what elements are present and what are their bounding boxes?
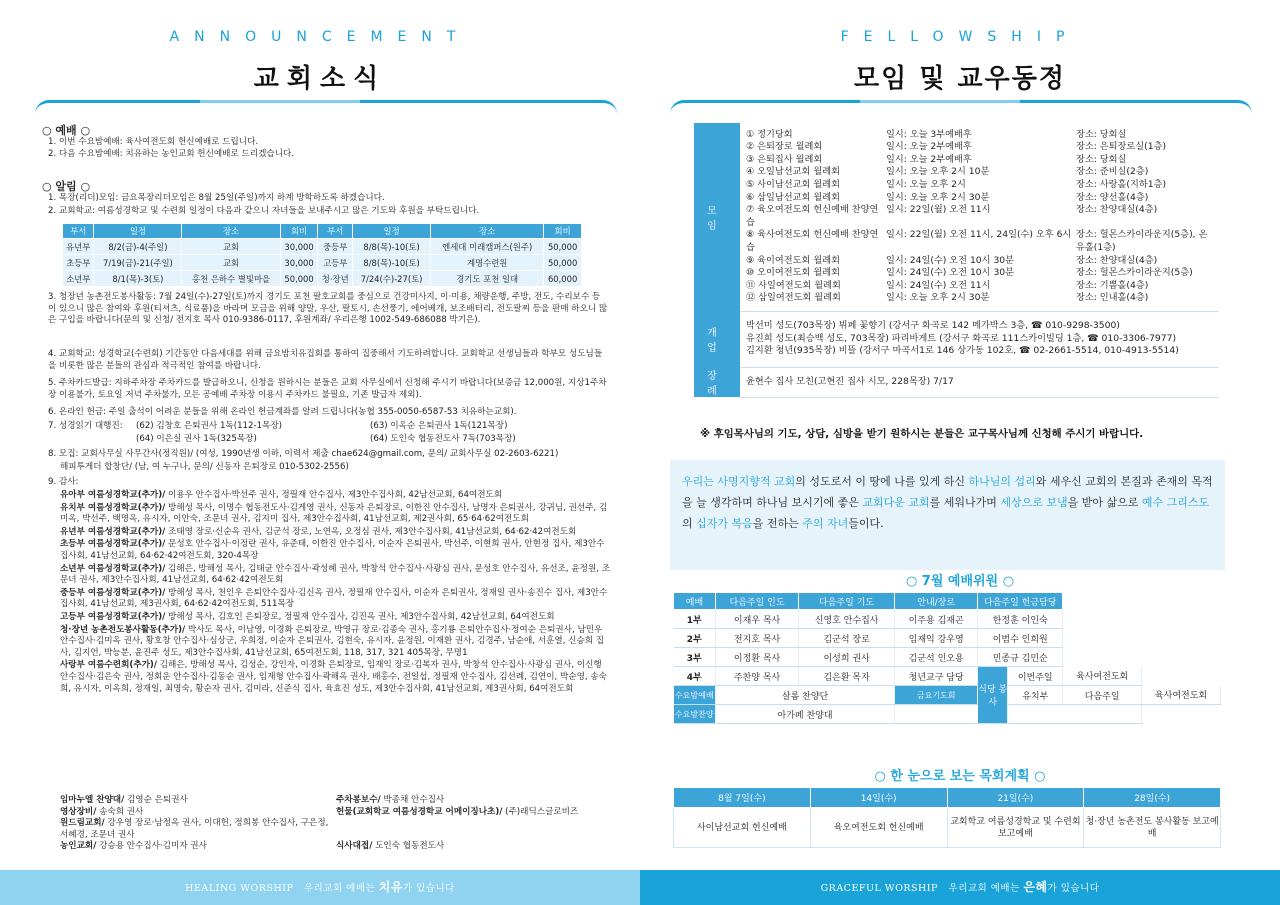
thanks-names: 김해은, 방해성 목사, 김태균 안수집사·곽성혜 권사, 박창석 안수집사·사광심 권사, 문성호 안수집사, 유선조, 윤정원, 조문녀 권사, 제3안수집사회, 41남선교회, 64·62·42여전도회 [60,563,611,586]
table-cell: 8/1(목)-3(토) [94,271,182,287]
wed-label: 수요밤예배 [674,686,716,705]
thanks-dept: 사랑부 여름수련회(추가)/ [60,660,158,671]
footer-motto: 우리교회 예배는 [303,883,379,894]
meeting-time: 일시: 오늘 오후 2시 30분 [886,292,990,304]
table-cell: 김군석 장로 [799,629,895,648]
table-cell: 전지호 목사 [716,629,799,648]
meeting-name: ⑫ 삼일여전도회 월례회 [746,292,841,304]
thanks-pair [60,818,336,841]
meeting-place: 장소: 찬양대실(4층) [1076,254,1158,266]
table-cell: 임재익 강우영 [895,629,978,648]
meetings-list [740,123,1218,311]
notice-4: 4. 교회학교: 성경학교(수련회) 기간동안 다음세대를 위해 금요밤치유집회를 통하여 집중해서 기도하려합니다. 교회학교 선생님들과 학부모 성도님들을 비롯한 많은 분들의 관심과 적극적인 참여를 바랍니다. [48,349,603,371]
notice-heading: ○ 알림 ○ [42,180,91,193]
thanks-names: 강우영 장로·남정옥 권사, 이대헌, 정희봉 안수집사, 구은정, 서혜경, 조문녀 권사 [60,818,329,840]
notice-3: 3. 청장년 농촌전도봉사활동: 7월 24일(수)-27일(토)까지 경기도 포천 팔호교회를 중심으로 건강미사지, 이·미용, 채량운행, 주방, 전도, 수리보수 등이 있으니 많은 참여와 후원(티셔츠, 식료품)을 바라며 모금을 위해 양말, 우산, 팔토시, 손선풍기, 에어베개, 보조배터리, 전도팔찌 등을 판매 하오니 많은 구입을 바랍니다(문의 및 신청/ 전지호 목사 010-9386-0117, 후원계좌/ 우리은행 1002-549-686088 박기은). [48,292,608,326]
table-row [674,705,1221,724]
thanks-pair [60,795,336,807]
table-cell: 민종규 김민순 [978,648,1063,667]
thanks-item [60,490,612,502]
motto-highlight: 주의 자녀 [802,517,849,530]
church-motto [670,460,1225,570]
announcement-eyebrow: ANNOUNCEMENT [169,29,471,45]
motto-highlight: 세상으로 보냄 [1000,496,1068,509]
thanks-item [60,612,612,624]
thanks-dept: 유치부 여름성경학교(추가)/ [60,502,166,513]
table-cell: 고등부 [318,255,353,271]
bible-reading-item: (63) 이옥순 은퇴권사 1독(121목장) [370,421,508,431]
table-cell: 다음주일 [1063,686,1142,705]
thanks-dept: 초등부 여름성경학교(추가)/ [60,539,166,550]
table-cell: 3부 [674,648,716,667]
table-cell: 엔세대 미래캠퍼스(원주) [431,239,544,255]
plan-event: 청·장년 농촌전도 봉사활동 보고예배 [1084,808,1221,848]
table-cell: 60,000 [544,271,582,287]
table-cell: 이번주일 [1008,667,1063,686]
table-cell [895,705,1142,724]
table-cell: 육사여전도회 [1063,667,1142,686]
table-header: 회비 [544,224,582,239]
motto-highlight: 하나님의 섭리 [968,475,1036,488]
retreat-schedule-table [62,223,582,287]
thanks-dept: 영상장비/ [60,806,97,817]
table-cell: 8/2(금)-4(주일) [94,239,182,255]
table-cell: 초등부 [63,255,94,271]
thanks-dept: 원드림교회/ [60,818,105,829]
motto-text: 을 전하는 [752,517,803,530]
meeting-time: 일시: 오늘 2부예배후 [886,153,972,165]
table-cell: 8/8(목)-10(토) [353,239,431,255]
table-header: 일정 [353,224,431,239]
table-cell: 50,000 [544,255,582,271]
thanks-dept: 농인교회/ [60,841,97,852]
funeral-label: 장 례 [694,367,740,397]
thanks-dept: 헌물(교회학교 여름성경학교 어메이징나초)/ [336,806,503,817]
table-row [63,255,582,271]
table-cell: 30,000 [280,239,318,255]
table-row [674,667,1221,686]
thanks-names: (주)래딕스글로비즈 [502,806,579,817]
table-cell: 교회 [182,239,280,255]
table-header-row [674,593,1221,610]
motto-highlight: 교회다운 교회 [862,496,930,509]
meeting-row [746,229,1212,254]
meeting-row [746,255,1212,268]
left-footer [0,870,640,905]
footer-motto: 우리교회 예배는 [948,883,1024,894]
footer-motto-end: 가 있습니다 [1047,883,1100,894]
ministry-plan-table [673,787,1221,848]
thanks-dept: 고등부 여름성경학교(추가)/ [60,611,166,622]
thanks-item [60,564,612,587]
table-header: 부서 [318,224,353,239]
offer-label: 식당 봉사 [978,667,1008,724]
right-footer [640,870,1280,905]
meeting-row [746,280,1212,293]
meeting-name: ④ 오일남선교회 월례회 [746,166,840,178]
thanks-pair [336,841,612,853]
wed-value: 살롬 찬양단 [716,686,895,705]
plan-date: 8월 7일(수) [674,788,811,808]
table-cell: 김군석 인오용 [895,648,978,667]
meeting-place: 장소: 은퇴장로실(1층) [1076,141,1167,153]
table-cell: 청·장년 [318,271,353,287]
table-cell: 이성희 권사 [799,648,895,667]
bible-reading-item: (62) 김창호 은퇴권사 1독(112-1목장) [136,421,282,431]
table-cell: 30,000 [280,255,318,271]
meeting-name: ② 은퇴장로 월례회 [746,141,823,153]
meeting-place: 장소: 양선홀(4층) [1076,191,1149,203]
table-cell: 50,000 [280,271,318,287]
meeting-place: 장소: 헐몬스카이라운지(5층), 온유홀(1층) [1076,229,1208,253]
thanks-names: 김영순 은퇴권사 [124,795,188,805]
opening-item: 유진희 성도(최승백 성도, 703목장) 파리바게트 (강서구 화곡로 111스카이빌딩 1층, ☎ 010-3306-7977) [746,332,1177,344]
footer-key: 치유 [378,880,403,894]
table-cell: 7/24(수)-27(토) [353,271,431,287]
bible-reading-item: (64) 도인숙 협동전도사 7독(703목장) [370,434,516,444]
thanks-pair [336,818,612,841]
table-header: 장소 [431,224,544,239]
footer-label: HEALING WORSHIP [185,883,294,894]
table-cell: 이주용 김재곤 [895,610,978,629]
table-cell: 한정훈 이인숙 [978,610,1063,629]
table-row [674,808,1221,848]
thanks-dept: 소년부 여름성경학교(추가)/ [60,563,166,574]
plan-title: ○ 한 눈으로 보는 목회계획 ○ [874,769,1046,784]
thanks-dept: 유아부 여름성경학교(추가)/ [60,490,166,500]
table-header: 회비 [280,224,318,239]
table-cell: 청년교구 담당 [895,667,978,686]
meeting-place: 장소: 인내홀(4층) [1076,292,1149,304]
thanks-item [60,625,612,660]
plan-event: 육오여전도회 헌신예배 [810,808,947,848]
notice-1: 1. 목장(리더)모임: 금요목장리더모임은 8월 25일(주일)까지 하계 방학하도록 하겠습니다. [48,193,385,203]
meeting-row [746,179,1212,192]
plan-event: 교회학교 여름성경학교 및 수련회 보고예배 [947,808,1084,848]
footer-key: 은혜 [1023,880,1048,894]
announcement-title: 교회소식 [253,64,387,94]
meeting-time: 일시: 오늘 2부예배후 [886,141,972,153]
table-cell: 주찬양 목사 [716,667,799,686]
thanks-pair [60,841,336,853]
motto-text: 와 세우신 교회의 본질과 존재의 목적을 늘 생각하며 하나님 보시기에 좋은 [682,475,1213,509]
meeting-time: 일시: 24일(수) 오전 10시 30분 [886,254,1015,266]
table-header: 다음주일 인도 [716,593,799,610]
table-cell: 이정환 목사 [716,648,799,667]
table-cell: 소년부 [63,271,94,287]
table-cell: 이범수 인희원 [978,629,1063,648]
thanks-item [60,660,612,695]
table-cell: 8/8(목)-10(토) [353,255,431,271]
meeting-row [746,154,1212,167]
meeting-row [746,292,1212,305]
meeting-place: 장소: 찬양대실(4층) [1076,204,1158,216]
motto-highlight: 우리는 사명지향적 교회 [682,475,796,488]
meeting-name: ⑦ 육오여전도회 헌신예배 찬양연습 [746,204,879,228]
fellowship-eyebrow: FELLOWSHIP [840,29,1080,45]
thanks-dept: 유년부 여름성경학교(추가)/ [60,526,166,537]
plan-date: 14일(수) [810,788,947,808]
ded-label: 수요밤찬양 [674,705,716,724]
notice-7-label: 7. 성경읽기 대행진: [48,421,123,431]
thanks-pairs [60,795,612,853]
thanks-pair [336,795,612,807]
meeting-row [746,129,1212,142]
notice-8: 8. 모집: 교회사무실 사무간사(정직원)/ (여성, 1990년생 이하, 이력서 제출 chae624@gmail.com, 문의/ 교회사무실 02-2603-6221) [48,449,559,459]
plan-date: 28일(수) [1084,788,1221,808]
meeting-row [746,166,1212,179]
thanks-names: 방해성 목사, 김호인 은퇴장로, 정필재 안수집사, 김진옥 권사, 제3안수집사회, 42남선교회, 64여전도회 [165,611,555,622]
worship-staff-table [673,592,1221,724]
thanks-item [60,527,612,539]
table-cell: 계명수련원 [431,255,544,271]
meeting-row [746,204,1212,229]
meeting-row [746,267,1212,280]
table-cell: 교회 [182,255,280,271]
table-row [63,271,582,287]
meeting-time: 일시: 오늘 오후 2시 30분 [886,191,990,203]
notice-9: 9. 감사: [48,477,79,487]
motto-text: 를 세워나가며 [929,496,1001,509]
fri-label: 금요기도회 [895,686,978,705]
meeting-place: 장소: 준비실(2층) [1076,166,1149,178]
thanks-names: 박사도 목사, 이남영, 이경화 은퇴장로, 박영규 장로·김종숙 권사, 홍기룡 은퇴안수집사·정여순 은퇴권사, 남민우 안수집사·김미옥 권사, 황호창 안수집사·심상군, 우희정, 이순자 은퇴권사, 김현숙, 유시자, 윤정원, 이재환 권사, 김경주, 남순애, 서훈열, 신승희 집사, 김지언, 박능분, 윤진주 성도, 제3안수집사회, 41남선교회, 65여전도회, 118, 317, 321 405목장, 무명1 [60,624,605,658]
thanks-names: 박종채 안수집사 [380,795,445,805]
openings-list [740,311,1218,367]
worship-staff-title: ○ 7월 예배위원 ○ [905,574,1015,589]
thanks-names: 방해성 목사, 천인우 은퇴안수집사·김신옥 권사, 정필재 안수집사, 이순자 은퇴권사, 정재일 권사·송진수 집사, 제3안수집사회, 41남선교회, 제3권사회, 64·62·42여전도회, 511목장 [60,587,608,610]
bible-reading-item: (64) 이은실 권사 1독(325목장) [136,434,257,444]
meeting-time: 일시: 24일(수) 오전 11시 [886,279,991,291]
table-cell: 유년부 [63,239,94,255]
fri-value: 유치부 [1008,686,1063,705]
table-cell: 2부 [674,629,716,648]
openings-label: 개 업 [694,311,740,367]
meeting-row [746,192,1212,205]
meeting-name: ③ 은퇴집사 월례회 [746,153,823,165]
table-cell: 홍천 은하수 별빛마을 [182,271,280,287]
thanks-names: 방해성 목사, 이명수 협동전도사·김게영 권사, 신동자 은퇴장로, 이한진 안수집사, 남명자 은퇴권사, 강귀님, 권선주, 김미옥, 박선주, 백명옥, 유시자, 이안숙, 조문녀 권사, 김지미 집사, 제3안수집사회, 41남선교회, 제2권사회, 65·64·62여전도회 [60,502,608,525]
thanks-names: 송숙희 권사 [96,806,144,817]
table-row [674,629,1221,648]
meeting-name: ⑤ 사이남선교회 월례회 [746,178,840,190]
table-header: 안내/장로 [895,593,978,610]
thanks-names: 조태영 장로·신순옥 권사, 김군석 장로, 노연옥, 오정심 권사, 제3안수집사회, 41남선교회, 64·62·42여전도회 [165,526,577,537]
meeting-row [746,141,1212,154]
thanks-dept: 청·장년 농촌전도봉사활동(추가)/ [60,624,186,635]
table-cell: 신영호 안수집사 [799,610,895,629]
notice-8b: 해피투게더 합창단/ (남, 여 누구나, 문의/ 신동자 은퇴장로 010-5302-2556) [60,462,349,472]
footer-motto-end: 가 있습니다 [402,883,455,894]
thanks-names: 도인숙 협동전도사 [372,841,445,852]
worship-item: 1. 이번 수요밤예배: 육사여전도회 헌신예배로 드립니다. [48,137,259,147]
table-cell: 7/19(금)-21(주일) [94,255,182,271]
notice-2: 2. 교회학교: 여름성경학교 및 수련회 일정이 다음과 같으니 자녀들을 보내주시고 많은 기도와 후원을 부탁드립니다. [48,206,480,216]
meeting-name: ① 정기당회 [746,128,793,140]
thanks-item [60,588,612,611]
thanks-pair-row [60,841,612,853]
table-header-row [674,788,1221,808]
motto-text: 을 받아 삶으로 [1067,496,1142,509]
thanks-names: 강승용 안수집사·김미자 권사 [96,841,207,852]
thanks-names: 이용우 안수집사·박선주 권사, 정필재 안수집사, 제3안수집사회, 42남선교회, 64여전도회 [165,490,503,500]
table-cell: 이재우 목사 [716,610,799,629]
table-row [674,648,1221,667]
meeting-time: 일시: 오늘 오후 2시 10분 [886,166,990,178]
worship-heading: ○ 예배 ○ [42,124,91,137]
notice-5: 5. 주차카드발급: 지하주차장 주차카드를 발급하오니, 신청을 원하시는 분들은 교회 사무실에서 신청해 주시기 바랍니다(보증금 12,000원, 지상1주차장 이용불가, 토요일 저녁 주차불가, 모든 공예배 주차장 이용시 주차카드 불필요, 기존 발급자 제외). [48,378,607,400]
table-header: 부서 [63,224,94,239]
meeting-name: ⑪ 사일여전도회 월례회 [746,279,841,291]
table-cell: 경기도 포천 일대 [431,271,544,287]
thanks-dept: 임마누엘 찬양대/ [60,795,125,805]
thanks-pair [60,807,336,819]
table-row [674,610,1221,629]
plan-event: 사이남선교회 헌신예배 [674,808,811,848]
meeting-time: 일시: 22일(월) 오전 11시, 24일(수) 오후 6시 [886,229,1072,241]
meeting-name: ⑧ 육사여전도회 헌신예배 찬양연습 [746,229,879,253]
meetings-label: 모 임 [694,123,740,311]
thanks-dept: 식사대접/ [336,841,373,852]
meeting-place: 장소: 기쁨홀(4층) [1076,279,1149,291]
table-cell: 1부 [674,610,716,629]
meeting-time: 일시: 24일(수) 오전 10시 30분 [886,267,1015,279]
thanks-item [60,503,612,526]
meeting-place: 장소: 당회실 [1076,153,1127,165]
table-header: 다음주일 헌금담당 [978,593,1063,610]
thanks-pair-row [60,795,612,807]
table-header: 장소 [182,224,280,239]
thanks-names: 김해은, 방해성 목사, 김성순, 강인자, 이경화 은퇴장로, 임재익 장로·김복자 권사, 박창석 안수집사·사광심 권사, 이신행 안수집사·김은숙 권사, 정회운 안수집사·김동순 권사, 임재형 안수집사·곽해옥 권사, 배홍수, 전일섭, 정필재 안수집사, 김선례, 김연이, 박순영, 송숙희, 유시자, 이옥희, 정재일, 최명숙, 황순자 권사, 김미라, 신준식 집사, 육효진 성도, 제3안수집사회, 41남선교회, 제3권사회, 64여전도회 [60,660,607,694]
motto-text: 의 [682,517,697,530]
table-cell: 50,000 [544,239,582,255]
thanks-dept: 주차봉보수/ [336,795,381,805]
table-row [674,686,1221,705]
plan-date: 21일(수) [947,788,1084,808]
meeting-place: 장소: 헐몬스카이라운지(5층) [1076,267,1193,279]
footer-label: GRACEFUL WORSHIP [820,883,938,894]
meeting-place: 장소: 사랑홀(지하1층) [1076,178,1167,190]
meeting-name: ⑨ 육이여전도회 월례회 [746,254,840,266]
thanks-pair [336,807,612,819]
thanks-dept: 중등부 여름성경학교(추가)/ [60,587,166,598]
table-row [63,239,582,255]
table-header: 일정 [94,224,182,239]
opening-item: 박선미 성도(703목장) 뷔페 꽃향기 (강서구 화곡로 142 메가박스 3층, ☎ 010-9298-3500) [746,320,1120,332]
table-cell: 4부 [674,667,716,686]
thanks-list [60,490,612,696]
table-cell: 육사여전도회 [1142,686,1221,705]
meeting-time: 일시: 오늘 3부예배후 [886,128,972,140]
motto-highlight: 십자가 복음 [696,517,753,530]
header-rule [670,100,1252,120]
thanks-pair-row [60,818,612,841]
motto-text: 들이다. [848,517,884,530]
thanks-names: 문성호 안수집사·이정란 권사, 유준태, 이한진 안수집사, 이순자 은퇴권사, 박선주, 이현희 권사, 안현정 집사, 제3안수집사회, 41남선교회, 64·62·42여전도회, 320-4목장 [60,539,605,561]
pastor-notice: ※ 후임목사님의 기도, 상담, 심방을 받기 원하시는 분들은 교구목사님께 신청해 주시기 바랍니다. [700,428,1144,440]
motto-text: 의 성도로서 이 땅에 나를 있게 하신 [795,475,969,488]
table-header: 예배 [674,593,716,610]
notice-6: 6. 온라인 헌금: 주일 출석이 어려운 분들을 위해 온라인 헌금계좌를 알려 드립니다(농협 355-0050-6587-53 치유하는교회). [48,407,517,417]
thanks-pair-row [60,807,612,819]
funeral-text: 윤현수 집사 모친(고현진 집사 시모, 228목장) 7/17 [740,367,1218,397]
meeting-name: ⑩ 오이여전도회 월례회 [746,267,840,279]
opening-item: 김지환 청년(935목장) 비뜰 (강서구 마곡서1로 146 상가동 102호, ☎ 02-2661-5514, 010-4913-5514) [746,345,1179,357]
header-rule [35,100,617,120]
worship-item: 2. 다음 수요밤예배: 치유하는 농인교회 헌신예배로 드리겠습니다. [48,149,295,159]
thanks-item [60,539,612,562]
table-cell: 중등부 [318,239,353,255]
ded-value: 아가페 찬양대 [716,705,895,724]
meeting-time: 일시: 22일(월) 오전 11시 [886,204,991,216]
fellowship-table [694,123,1218,398]
fellowship-title: 모임 및 교우동정 [854,64,1066,94]
meeting-name: ⑥ 삼일남선교회 월례회 [746,191,840,203]
table-header: 다음주일 기도 [799,593,895,610]
meeting-time: 일시: 오늘 오후 2시 [886,178,966,190]
table-cell: 김은환 목자 [799,667,895,686]
meeting-place: 장소: 당회실 [1076,128,1127,140]
motto-highlight: 예수 그리스도 [1141,496,1210,509]
